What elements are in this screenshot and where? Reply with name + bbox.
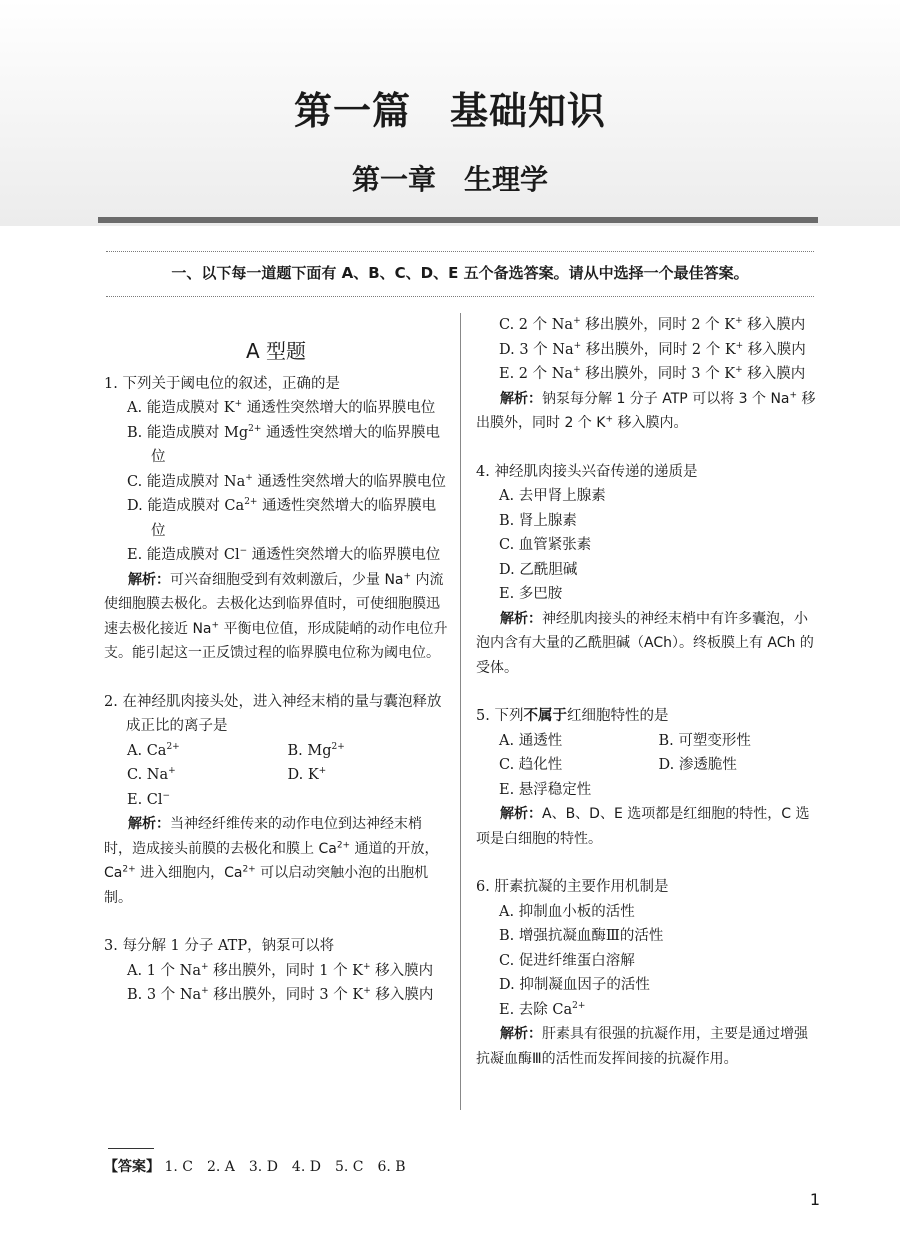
- option-b: B. 能造成膜对 $Mg^{2+}$ 通透性突然增大的临界膜电位: [127, 423, 441, 465]
- option-b: B. 3 个 Na+ 移出膜外，同时 3 个 K+ 移入膜内: [127, 986, 434, 1003]
- question-stem: 3. 每分解 1 分子 ATP，钠泵可以将: [104, 938, 335, 954]
- option-d: D. 能造成膜对 $Ca^{2+}$ 通透性突然增大的临界膜电位: [127, 497, 437, 539]
- option-d: D. 渗透脆性: [658, 757, 737, 773]
- question-3-continued: [476, 313, 818, 436]
- option-e: E. 多巴胺: [499, 586, 563, 602]
- explanation: 解析：当神经纤维传来的动作电位到达神经末梢时，造成接头前膜的去极化和膜上 $Ca^{2+}$ 通道的开放，$Ca^{2+}$ 进入细胞内，$Ca^{2+}$ 可以启动突触小泡的出胞机制。: [104, 816, 439, 906]
- answer-rule: [108, 1148, 154, 1149]
- option-a: A. $Ca^{2+}$: [127, 741, 180, 759]
- option-d: D. 抑制凝血因子的活性: [499, 977, 650, 993]
- option-a: A. 去甲肾上腺素: [499, 488, 606, 504]
- question-stem: 1. 下列关于阈电位的叙述，正确的是: [104, 375, 340, 392]
- question-stem: 6. 肝素抗凝的主要作用机制是: [476, 879, 669, 895]
- header-rule: [98, 217, 818, 223]
- option-b: B. 肾上腺素: [499, 512, 577, 529]
- explanation: 解析：可兴奋细胞受到有效刺激后，少量 Na+ 内流使细胞膜去极化。去极化达到临界值时，可使细胞膜迅速去极化接近 Na+ 平衡电位值，形成陡峭的动作电位升支。能引起这一正反馈过程的临界膜电位称为阈电位。: [104, 570, 448, 661]
- option-e: E. 2 个 Na+ 移出膜外，同时 3 个 K+ 移入膜内: [499, 365, 806, 382]
- option-c: C. 能造成膜对 Na+ 通透性突然增大的临界膜电位: [127, 472, 446, 490]
- answer-text: 1. C 2. A 3. D 4. D 5. C 6. B: [164, 1159, 406, 1175]
- explanation: 解析：肝素具有很强的抗凝作用，主要是通过增强抗凝血酶Ⅲ的活性而发挥间接的抗凝作用。: [476, 1026, 808, 1067]
- option-c: C. Na+: [127, 766, 176, 783]
- option-b: B. 可塑变形性: [658, 732, 751, 749]
- page-number: 1: [809, 1190, 820, 1209]
- option-c: C. 血管紧张素: [499, 537, 592, 553]
- explanation: 解析：神经肌肉接头的神经末梢中有许多囊泡，小泡内含有大量的乙酰胆碱（ACh）。终板膜上有 ACh 的受体。: [476, 610, 814, 676]
- question-1: [104, 372, 448, 666]
- question-2: [104, 690, 448, 911]
- explanation: 解析：A、B、D、E 选项都是红细胞的特性，C 选项是白细胞的特性。: [476, 806, 810, 847]
- question-5: [476, 704, 818, 851]
- answer-key: [104, 1156, 406, 1176]
- option-a: A. 能造成膜对 K+ 通透性突然增大的临界膜电位: [127, 399, 436, 416]
- option-c: C. 2 个 Na+ 移出膜外，同时 2 个 K+ 移入膜内: [499, 316, 806, 333]
- option-e: E. 悬浮稳定性: [499, 781, 592, 798]
- right-column: [476, 313, 818, 1071]
- question-3: [104, 934, 448, 1008]
- part-title: 第一篇 基础知识: [293, 89, 606, 133]
- instruction-top-rule: [106, 251, 814, 252]
- option-d: D. 乙酰胆碱: [499, 561, 578, 578]
- left-column: [104, 313, 448, 1008]
- question-4: [476, 460, 818, 681]
- instruction-bottom-rule: [106, 296, 814, 297]
- option-a: A. 1 个 Na+ 移出膜外，同时 1 个 K+ 移入膜内: [127, 961, 434, 979]
- answer-label: 【答案】: [104, 1159, 160, 1175]
- column-divider: [460, 313, 461, 1110]
- option-b: B. 增强抗凝血酶Ⅲ的活性: [499, 928, 664, 944]
- chapter-title: 第一章 生理学: [351, 163, 548, 196]
- option-a: A. 通透性: [499, 732, 563, 749]
- option-c: C. 趋化性: [499, 757, 563, 773]
- option-a: A. 抑制血小板的活性: [499, 903, 635, 920]
- question-stem: 5. 下列不属于红细胞特性的是: [476, 707, 669, 724]
- explanation: 解析：钠泵每分解 1 分子 ATP 可以将 3 个 Na+ 移出膜外，同时 2 个 K+ 移入膜内。: [476, 389, 816, 431]
- instruction: 一、以下每一道题下面有 A、B、C、D、E 五个备选答案。请从中选择一个最佳答案。: [171, 264, 749, 282]
- question-stem: 4. 神经肌肉接头兴奋传递的递质是: [476, 463, 698, 480]
- question-6: [476, 875, 818, 1071]
- option-e: E. 能造成膜对 Cl− 通透性突然增大的临界膜电位: [127, 546, 441, 563]
- option-c: C. 促进纤维蛋白溶解: [499, 952, 635, 969]
- section-title: A 型题: [245, 339, 307, 363]
- option-d: D. K+: [287, 766, 327, 783]
- option-e: E. Cl−: [127, 790, 171, 808]
- option-e: E. 去除 $Ca^{2+}$: [499, 1000, 586, 1018]
- option-d: D. 3 个 Na+ 移出膜外，同时 2 个 K+ 移入膜内: [499, 340, 806, 358]
- option-b: B. $Mg^{2+}$: [287, 741, 345, 759]
- question-stem: 2. 在神经肌肉接头处，进入神经末梢的量与囊泡释放成正比的离子是: [104, 693, 442, 734]
